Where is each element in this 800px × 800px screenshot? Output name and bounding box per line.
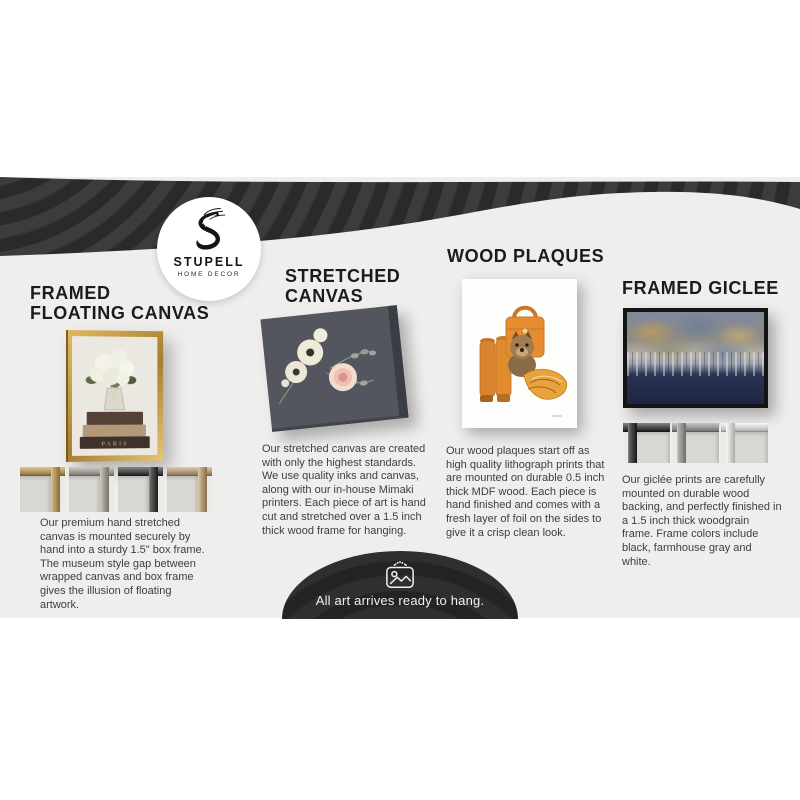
footer-message: All art arrives ready to hang. bbox=[315, 593, 485, 608]
floral-books-art bbox=[72, 336, 157, 456]
frame-swatch-pewter bbox=[69, 467, 114, 512]
swatch-frame-bar bbox=[100, 467, 109, 512]
stretched-canvas-description: Our stretched canvas are created with only the highest standards. We use quality inks and canvas, along with our in-house Mimaki printers. Each piece of art is hand cut and stretched over a 1.5 inch thick wood frame for hanging. bbox=[262, 443, 426, 537]
swatch-frame-bar bbox=[149, 467, 158, 512]
swatch-canvas bbox=[167, 476, 198, 512]
swatch-canvas bbox=[735, 432, 768, 463]
floating-frame-swatches bbox=[20, 467, 212, 512]
brand-name: STUPELL bbox=[173, 255, 245, 269]
swatch-frame-bar bbox=[51, 467, 60, 512]
giclee-frame-swatches bbox=[623, 423, 768, 463]
swatch-canvas bbox=[686, 432, 719, 463]
brand-tagline: HOME DECOR bbox=[177, 271, 241, 278]
floating-canvas-art-face bbox=[72, 336, 157, 456]
s-swirl-logo-icon bbox=[187, 204, 231, 254]
swatch-frame-bar bbox=[198, 467, 207, 512]
swatch-canvas bbox=[118, 476, 149, 512]
frame-swatch-gold bbox=[20, 467, 65, 512]
wood-plaque-artwork bbox=[462, 279, 577, 428]
heading-line: FRAMED GICLEE bbox=[622, 278, 779, 298]
framed-picture-icon bbox=[382, 560, 418, 590]
stretched-canvas-artwork bbox=[260, 305, 408, 432]
swatch-canvas bbox=[20, 476, 51, 512]
floating-canvas-artwork bbox=[66, 330, 163, 462]
swatch-canvas bbox=[69, 476, 100, 512]
swatch-frame-bar bbox=[628, 423, 637, 463]
banner-wave bbox=[0, 176, 800, 266]
footer-dome-content bbox=[282, 551, 518, 618]
heading-framed-giclee bbox=[622, 278, 779, 298]
frame-swatch-natural-wood bbox=[167, 467, 212, 512]
heading-line: WOOD PLAQUES bbox=[447, 246, 605, 266]
heading-line: FLOATING CANVAS bbox=[30, 303, 210, 323]
floating-canvas-description: Our premium hand stretched canvas is mounted securely by hand into a sturdy 1.5" box frame. The museum style gap between wrapped canvas and box frame gives the illusion of floating artwork. bbox=[40, 517, 205, 611]
swatch-frame-bar bbox=[677, 423, 686, 463]
giclee-art-texture bbox=[627, 352, 764, 376]
frame-swatch-white bbox=[721, 423, 768, 463]
heading-line: STRETCHED bbox=[285, 266, 401, 286]
frame-swatch-black bbox=[118, 467, 163, 512]
book-spine-text: PARIS bbox=[101, 440, 129, 448]
dog-and-bag-art bbox=[462, 279, 577, 428]
heading-stretched-canvas bbox=[285, 266, 400, 306]
swatch-canvas bbox=[637, 432, 670, 463]
swatch-frame-bar bbox=[726, 423, 735, 463]
heading-wood-plaques bbox=[447, 246, 604, 266]
frame-swatch-black bbox=[623, 423, 670, 463]
brand-logo-circle bbox=[157, 197, 261, 301]
wood-plaque-description: Our wood plaques start off as high quality lithograph prints that are mounted on durable 0.5 inch thick MDF wood. Each piece is hand finished and comes with a fresh layer of foil on the sides to give it a crisp clean look. bbox=[446, 445, 605, 539]
framed-giclee-description: Our giclée prints are carefully mounted on durable wood backing, and perfectly finished in a 1.5 inch thick woodgrain frame. Frame colors include black, farmhouse gray and white. bbox=[622, 474, 782, 568]
frame-swatch-gray bbox=[672, 423, 719, 463]
heading-line: CANVAS bbox=[285, 286, 364, 306]
floral-canvas-art bbox=[260, 306, 399, 429]
framed-giclee-artwork bbox=[623, 308, 768, 408]
heading-line: FRAMED bbox=[30, 283, 111, 303]
